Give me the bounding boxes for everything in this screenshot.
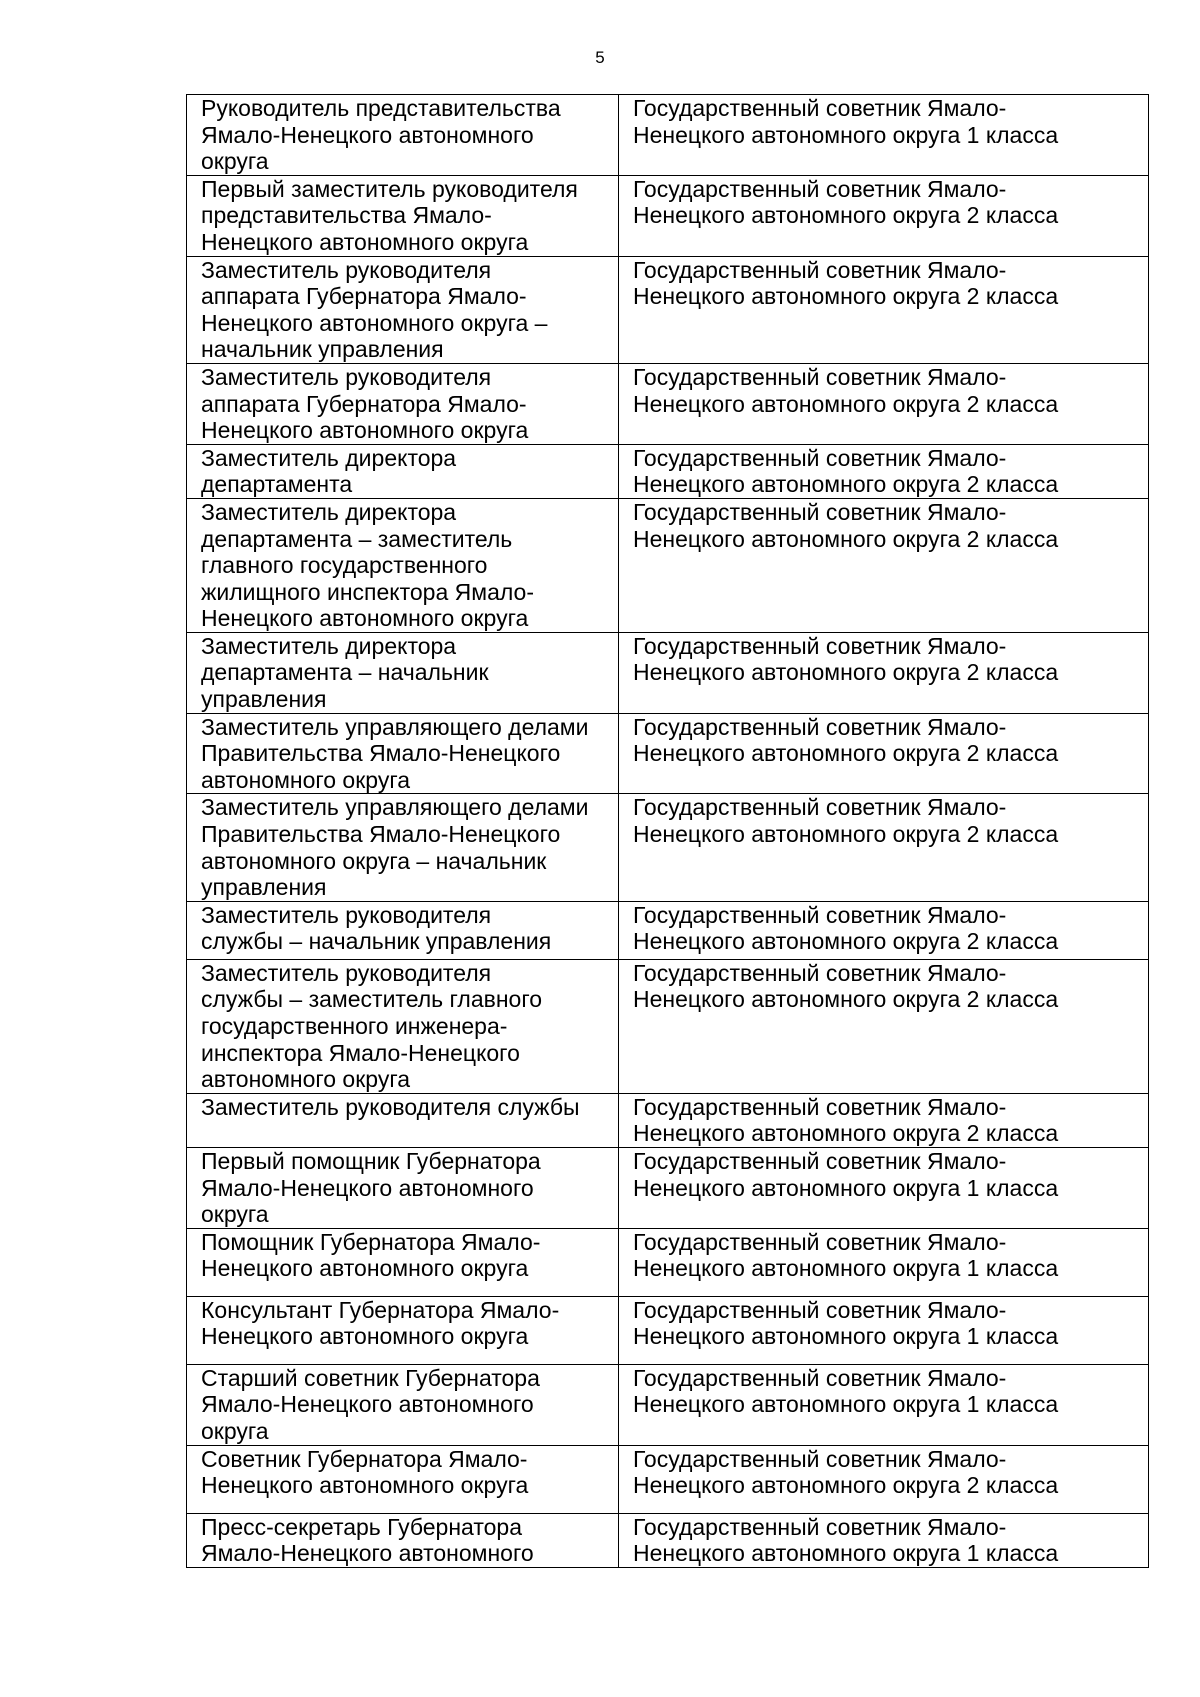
- position-title: Консультант Губернатора Ямало- Ненецкого автономного округа: [201, 1296, 560, 1350]
- grade-cell: [619, 794, 1149, 901]
- position-title: Заместитель управляющего делами Правительства Ямало-Ненецкого автономного округа: [201, 713, 589, 793]
- table-row: [187, 1445, 1149, 1513]
- class-rank: Государственный советник Ямало- Ненецкого автономного округа 2 класса: [633, 444, 1059, 498]
- table-row: [187, 1364, 1149, 1445]
- position-cell: [187, 175, 619, 256]
- table-row: [187, 256, 1149, 363]
- position-title: Заместитель руководителя службы – заместитель главного государственного инженера- инспектора Ямало-Ненецкого автономного округа: [201, 959, 543, 1093]
- position-title: Первый заместитель руководителя представительства Ямало- Ненецкого автономного округа: [201, 175, 578, 255]
- class-rank: Государственный советник Ямало- Ненецкого автономного округа 2 класса: [633, 1445, 1059, 1499]
- grade-cell: [619, 1093, 1149, 1147]
- class-rank: Государственный советник Ямало- Ненецкого автономного округа 1 класса: [633, 1228, 1059, 1282]
- position-cell: [187, 1093, 619, 1147]
- positions-grades-table: [186, 94, 1149, 1568]
- position-cell: [187, 794, 619, 901]
- position-cell: [187, 444, 619, 498]
- grade-cell: [619, 1364, 1149, 1445]
- position-cell: [187, 1513, 619, 1567]
- table-row: [187, 175, 1149, 256]
- table-row: [187, 794, 1149, 901]
- table-row: [187, 1093, 1149, 1147]
- grade-cell: [619, 363, 1149, 444]
- position-title: Заместитель директора департамента – заместитель главного государственного жилищного инспектора Ямало- Ненецкого автономного округа: [201, 498, 534, 632]
- class-rank: Государственный советник Ямало- Ненецкого автономного округа 1 класса: [633, 1364, 1059, 1418]
- grade-cell: [619, 1296, 1149, 1364]
- class-rank: Государственный советник Ямало- Ненецкого автономного округа 2 класса: [633, 632, 1059, 686]
- table-row: [187, 1513, 1149, 1567]
- class-rank: Государственный советник Ямало- Ненецкого автономного округа 2 класса: [633, 959, 1059, 1013]
- position-title: Помощник Губернатора Ямало- Ненецкого автономного округа: [201, 1228, 541, 1282]
- table-row: [187, 444, 1149, 498]
- table-body: [187, 95, 1149, 1568]
- position-cell: [187, 1228, 619, 1296]
- table-row: [187, 1147, 1149, 1228]
- grade-cell: [619, 1513, 1149, 1567]
- table-row: [187, 901, 1149, 959]
- class-rank: Государственный советник Ямало- Ненецкого автономного округа 1 класса: [633, 1513, 1059, 1567]
- position-cell: [187, 959, 619, 1093]
- table-row: [187, 363, 1149, 444]
- class-rank: Государственный советник Ямало- Ненецкого автономного округа 2 класса: [633, 363, 1059, 417]
- class-rank: Государственный советник Ямало- Ненецкого автономного округа 2 класса: [633, 175, 1059, 229]
- position-cell: [187, 901, 619, 959]
- position-title: Заместитель руководителя аппарата Губернатора Ямало- Ненецкого автономного округа – начальник управления: [201, 256, 548, 363]
- position-title: Руководитель представительства Ямало-Ненецкого автономного округа: [201, 95, 561, 175]
- position-cell: [187, 713, 619, 794]
- position-cell: [187, 632, 619, 713]
- position-cell: [187, 1147, 619, 1228]
- grade-cell: [619, 498, 1149, 632]
- table-row: [187, 498, 1149, 632]
- position-title: Заместитель руководителя службы – начальник управления: [201, 901, 552, 955]
- position-cell: [187, 256, 619, 363]
- page-number: 5: [595, 48, 605, 67]
- grade-cell: [619, 713, 1149, 794]
- table-row: [187, 1228, 1149, 1296]
- position-cell: [187, 363, 619, 444]
- grade-cell: [619, 175, 1149, 256]
- class-rank: Государственный советник Ямало- Ненецкого автономного округа 2 класса: [633, 713, 1059, 767]
- class-rank: Государственный советник Ямало- Ненецкого автономного округа 2 класса: [633, 1093, 1059, 1147]
- position-title: Старший советник Губернатора Ямало-Ненецкого автономного округа: [201, 1364, 540, 1444]
- position-title: Первый помощник Губернатора Ямало-Ненецкого автономного округа: [201, 1147, 541, 1228]
- position-title: Заместитель директора департамента – начальник управления: [201, 632, 489, 713]
- table-row: [187, 713, 1149, 794]
- position-cell: [187, 1364, 619, 1445]
- position-title: Заместитель управляющего делами Правительства Ямало-Ненецкого автономного округа – начальник управления: [201, 794, 589, 901]
- grade-cell: [619, 95, 1149, 176]
- grade-cell: [619, 1445, 1149, 1513]
- position-title: Заместитель руководителя аппарата Губернатора Ямало- Ненецкого автономного округа: [201, 363, 529, 444]
- grade-cell: [619, 901, 1149, 959]
- position-title: Пресс-секретарь Губернатора Ямало-Ненецкого автономного: [201, 1513, 534, 1567]
- position-cell: [187, 498, 619, 632]
- class-rank: Государственный советник Ямало- Ненецкого автономного округа 2 класса: [633, 256, 1059, 310]
- class-rank: Государственный советник Ямало- Ненецкого автономного округа 1 класса: [633, 95, 1059, 148]
- position-cell: [187, 95, 619, 176]
- position-cell: [187, 1296, 619, 1364]
- position-cell: [187, 1445, 619, 1513]
- class-rank: Государственный советник Ямало- Ненецкого автономного округа 1 класса: [633, 1296, 1059, 1350]
- table-row: [187, 632, 1149, 713]
- class-rank: Государственный советник Ямало- Ненецкого автономного округа 2 класса: [633, 498, 1059, 552]
- grade-cell: [619, 1147, 1149, 1228]
- position-title: Заместитель руководителя службы: [201, 1093, 580, 1120]
- position-title: Заместитель директора департамента: [201, 444, 457, 498]
- table-row: [187, 95, 1149, 176]
- grade-cell: [619, 1228, 1149, 1296]
- class-rank: Государственный советник Ямало- Ненецкого автономного округа 2 класса: [633, 901, 1059, 955]
- table-row: [187, 1296, 1149, 1364]
- position-title: Советник Губернатора Ямало- Ненецкого автономного округа: [201, 1445, 529, 1499]
- grade-cell: [619, 632, 1149, 713]
- grade-cell: [619, 444, 1149, 498]
- class-rank: Государственный советник Ямало- Ненецкого автономного округа 1 класса: [633, 1147, 1059, 1201]
- grade-cell: [619, 959, 1149, 1093]
- class-rank: Государственный советник Ямало- Ненецкого автономного округа 2 класса: [633, 794, 1059, 848]
- grade-cell: [619, 256, 1149, 363]
- table-row: [187, 959, 1149, 1093]
